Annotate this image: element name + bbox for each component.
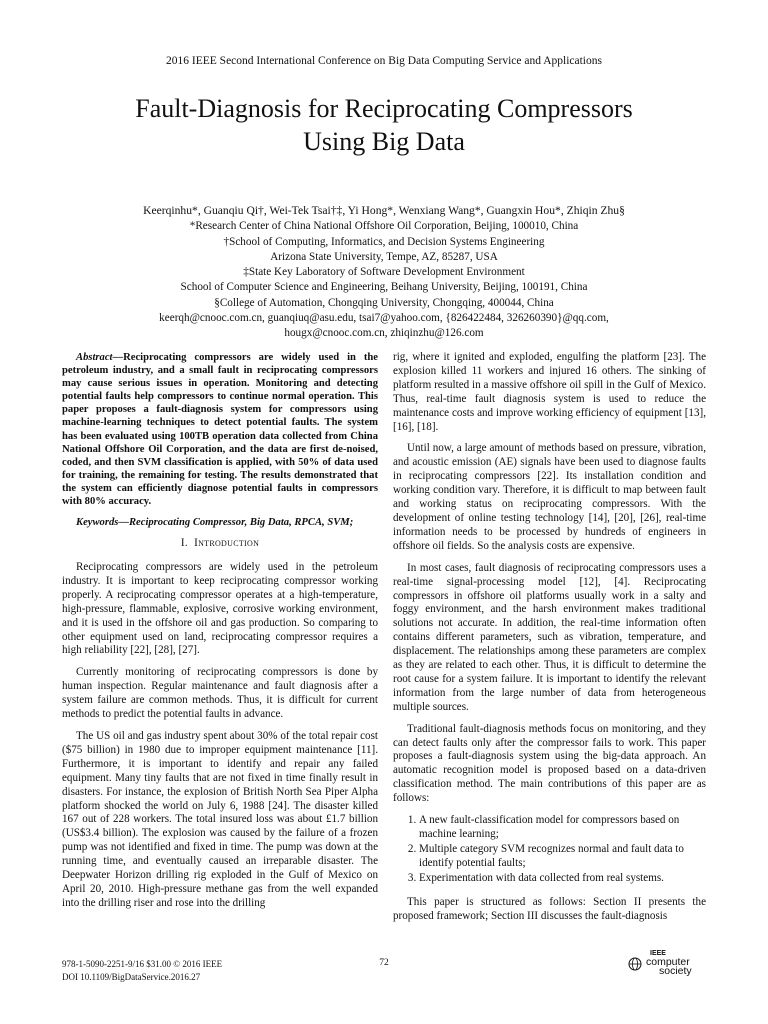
author-block xyxy=(40,203,728,342)
title-line-2: Using Big Data xyxy=(303,127,465,156)
email-line: hougx@cnooc.com.cn, zhiqinzhu@126.com xyxy=(284,327,484,340)
author-names: Keerqinhu*, Guanqiu Qi†, Wei-Tek Tsai†‡, Yi Hong*, Wenxiang Wang*, Guangxin Hou*, Zhiqin Zhu§ xyxy=(143,204,625,217)
page-number: 72 xyxy=(379,958,389,968)
affiliation-line: §College of Automation, Chongqing University, Chongqing, 400044, China xyxy=(214,296,554,309)
list-item: 2. Multiple category SVM recognizes normal and fault data to identify potential faults; xyxy=(419,843,706,871)
body-paragraph: Reciprocating compressors are widely used in the petroleum industry. It is important to keep reciprocating compressor working properly. A reciprocating compressor operates at a high-temperature, high-pressure, flammable, explosive, corrosive working environment, and it is used in the offshore oil and gas production. So comparing to other equipment used on land, reciprocating compressor requires a high reliability [22], [28], [27]. xyxy=(62,561,378,657)
body-paragraph: Currently monitoring of reciprocating compressors is done by human inspection. Regular maintenance and fault diagnosis after a system failure are common methods. Thus, it is difficult for current methods to predict the potential faults in advance. xyxy=(62,666,378,721)
affiliation-line: †School of Computing, Informatics, and Decision Systems Engineering xyxy=(223,235,545,248)
paper-title xyxy=(60,92,708,158)
affiliation-line: School of Computer Science and Engineering, Beihang University, Beijing, 100191, China xyxy=(180,281,588,294)
left-column xyxy=(62,351,378,919)
abstract xyxy=(62,351,378,508)
title-line-1: Fault-Diagnosis for Reciprocating Compressors xyxy=(135,94,633,123)
logo-line-2: society xyxy=(659,965,692,977)
section-heading xyxy=(62,537,378,551)
contributions-list xyxy=(393,814,706,886)
section-number: I. xyxy=(180,537,188,550)
body-paragraph: This paper is structured as follows: Section II presents the proposed framework; Section III discusses the fault-diagnosis xyxy=(393,895,706,922)
keywords: Keywords—Reciprocating Compressor, Big Data, RPCA, SVM; xyxy=(76,517,354,529)
logo-ieee-text: IEEE xyxy=(650,950,666,957)
affiliation-line: Arizona State University, Tempe, AZ, 85287, USA xyxy=(270,250,498,263)
list-item: 3. Experimentation with data collected from real systems. xyxy=(419,872,706,886)
body-paragraph: Traditional fault-diagnosis methods focus on monitoring, and they can detect faults only after the compressor fails to work. This paper proposes a fault-diagnosis system using the big-data approach. An automatic recognition model is proposed based on a data-driven classification method. The main contributions of this paper are as follows: xyxy=(393,722,706,805)
body-paragraph: rig, where it ignited and exploded, engulfing the platform [23]. The explosion killed 11 workers and injured 16 others. The sinking of platform resulted in a massive offshore oil spill in the Gulf of Mexico. Thus, real-time fault diagnosis system is used to reduce the maintenance costs and improve working efficiency of equipment [13], [16], [18]. xyxy=(393,351,706,433)
abstract-label: Abstract xyxy=(76,352,113,363)
logo-line-1: computer xyxy=(646,956,690,968)
footer-doi: DOI 10.1109/BigDataService.2016.27 xyxy=(62,972,201,982)
body-paragraph: The US oil and gas industry spent about 30% of the total repair cost ($75 billion) in 1980 due to improper equipment maintenance [11]. Furthermore, it is important to identify and repair any failed equipment. Many tiny faults that are not fixed in time finally result in disasters. For instance, the explosion of British North Sea Piper Alpha platform shocked the world on July 6, 1988 [24]. The disaster killed 167 out of 228 workers. The total insured loss was about £1.7 billion (US$3.4 billion). The explosion was caused by the failure of a frozen pump was not identified and fixed in time. The pump was down at the running time, and eventually caused an irreparable disaster. The Deepwater Horizon drilling rig exploded in the Gulf of Mexico on April 20, 2010. High-pressure methane gas from the well expanded into the drilling riser and rose into the drilling xyxy=(62,730,378,909)
right-column xyxy=(393,351,706,931)
footer-isbn: 978-1-5090-2251-9/16 $31.00 © 2016 IEEE xyxy=(62,959,223,969)
computer-society-logo xyxy=(626,950,698,984)
globe-icon xyxy=(626,957,646,971)
section-title: Introduction xyxy=(194,537,260,550)
body-paragraph: In most cases, fault diagnosis of reciprocating compressors uses a real-time signal-processing model [12], [4]. Reciprocating compressors in offshore oil platforms usually work in a salty and foggy environment, and the harsh environment makes traditional solutions not accurate. In addition, the real-time information often contains different parameters, such as vibration, temperature, and displacement. The relationships among these parameters are complex as they are related to each other. Thus, it is difficult to determine the root cause for a system failure. It is important to identify the relevant information from the large number of data from heterogeneous multiple sources. xyxy=(393,561,706,713)
affiliation-line: *Research Center of China National Offshore Oil Corporation, Beijing, 100010, China xyxy=(189,220,579,233)
affiliation-line: ‡State Key Laboratory of Software Development Environment xyxy=(243,266,525,279)
email-line: keerqh@cnooc.com.cn, guanqiuq@asu.edu, tsai7@yahoo.com, {826422484, 326260390}@qq.com, xyxy=(159,312,609,325)
conference-header: 2016 IEEE Second International Conference on Big Data Computing Service and Applications xyxy=(166,55,602,67)
abstract-text: —Reciprocating compressors are widely used in the petroleum industry, and a small fault in reciprocating compressors may cause serious issues in operation. Monitoring and detecting potential faults help compressors to continue normal operation. This paper proposes a fault-diagnosis system for compressors using machine-learning techniques to detect potential faults. The system has been evaluated using 100TB operation data collected from China National Offshore Oil Corporation, and the data are first de-noised, coded, and then SVM classification is applied, with 50% of data used for training, the remaining for testing. The results demonstrated that the system can efficiently diagnose potential faults in compressors with 80% accuracy. xyxy=(62,352,378,508)
list-item: 1. A new fault-classification model for compressors based on machine learning; xyxy=(419,814,706,842)
body-paragraph: Until now, a large amount of methods based on pressure, vibration, and acoustic emission (AE) signals have been used to diagnose faults in reciprocating compressors [22]. Its installation condition and working condition vary. Therefore, it is difficult to map between fault and working status on reciprocating compressors. With the development of online testing technology [14], [20], [26], real-time information needs to be processed by hundreds of engineers in offshore oil fields. So the analysis costs are expensive. xyxy=(393,442,706,552)
